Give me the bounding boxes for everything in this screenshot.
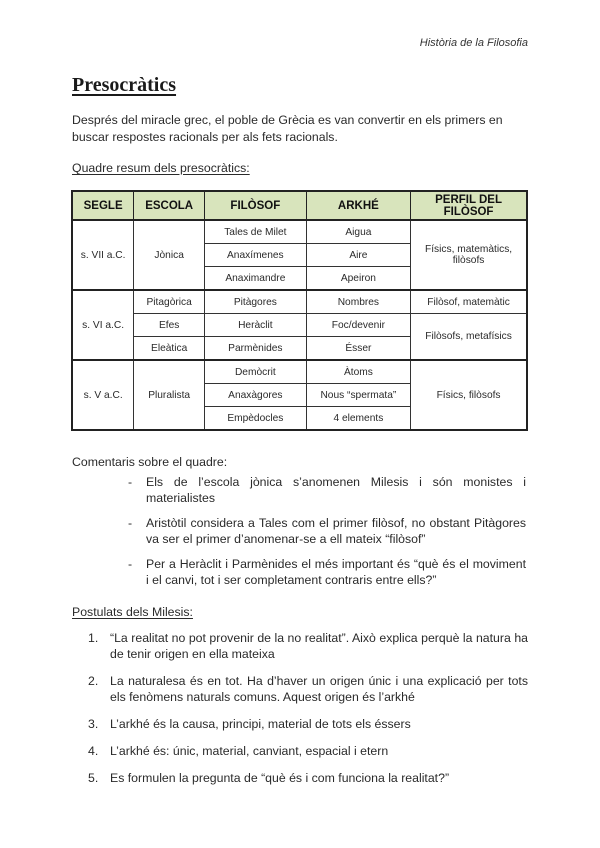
cell-arkhe: Apeiron [306, 267, 410, 291]
postulats-heading: Postulats dels Milesis: [72, 605, 193, 619]
postulat-text: “La realitat no pot provenir de la no realitat”. Això explica perquè la natura ha de tenir origen en ella mateixa [110, 631, 528, 661]
cell-perfil: Filòsofs, metafísics [411, 314, 527, 361]
cell-escola: Pitagòrica [134, 290, 205, 314]
bullet-dash: - [128, 475, 133, 489]
header-escola: ESCOLA [134, 191, 205, 220]
list-item [128, 556, 526, 588]
cell-filosof: Pitàgores [205, 290, 307, 314]
list-item [88, 743, 528, 759]
table-heading: Quadre resum dels presocràtics: [72, 161, 250, 175]
cell-perfil: Físics, filòsofs [411, 360, 527, 430]
header-segle: SEGLE [72, 191, 134, 220]
header-perfil: PERFIL DEL FILÒSOF [411, 191, 527, 220]
cell-filosof: Empèdocles [205, 407, 307, 431]
list-item [128, 515, 526, 547]
postulats-list [88, 630, 528, 797]
cell-escola: Jònica [134, 220, 205, 290]
cell-segle: s. V a.C. [72, 360, 134, 430]
comment-text: Aristòtil considera a Tales com el primer filòsof, no obstant Pitàgores va ser el primer d’anomenar-se a ell mateix “filòsof” [146, 516, 526, 546]
item-number: 5. [88, 771, 99, 785]
cell-filosof: Tales de Milet [205, 220, 307, 244]
table-row [72, 314, 527, 337]
cell-filosof: Anaximandre [205, 267, 307, 291]
cell-filosof: Demòcrit [205, 360, 307, 384]
cell-filosof: Parmènides [205, 337, 307, 361]
cell-escola: Pluralista [134, 360, 205, 430]
table-row [72, 220, 527, 244]
cell-filosof: Anaxímenes [205, 244, 307, 267]
bullet-dash: - [128, 557, 133, 571]
postulat-text: L’arkhé és la causa, principi, material de tots els éssers [110, 717, 411, 731]
list-item [88, 673, 528, 705]
presocratics-table [71, 190, 528, 431]
page-title: Presocràtics [72, 74, 177, 96]
table-row [72, 290, 527, 314]
comment-text: Els de l’escola jònica s’anomenen Milesis i són monistes i materialistes [146, 475, 526, 505]
postulat-text: La naturalesa és en tot. Ha d’haver un origen únic i una explicació per tots els fenòmens naturals comuns. Aquest origen és l’arkhé [110, 674, 528, 704]
bullet-dash: - [128, 516, 133, 530]
cell-filosof: Heràclit [205, 314, 307, 337]
item-number: 1. [88, 631, 99, 645]
list-item [88, 630, 528, 662]
table-row [72, 360, 527, 384]
header-arkhe: ARKHÉ [306, 191, 410, 220]
cell-escola: Efes [134, 314, 205, 337]
cell-arkhe: Aire [306, 244, 410, 267]
cell-arkhe: Foc/devenir [306, 314, 410, 337]
cell-arkhe: Aigua [306, 220, 410, 244]
cell-arkhe: Àtoms [306, 360, 410, 384]
postulat-text: L’arkhé és: únic, material, canviant, espacial i etern [110, 744, 389, 758]
cell-perfil: Físics, matemàtics, filòsofs [411, 220, 527, 290]
item-number: 2. [88, 674, 99, 688]
table-header-row [72, 191, 527, 220]
header-filosof: FILÒSOF [205, 191, 307, 220]
comments-list [128, 474, 526, 597]
cell-segle: s. VI a.C. [72, 290, 134, 360]
postulat-text: Es formulen la pregunta de “què és i com funciona la realitat?” [110, 771, 450, 785]
cell-escola: Eleàtica [134, 337, 205, 361]
running-header: Història de la Filosofia [419, 37, 528, 49]
item-number: 4. [88, 744, 99, 758]
cell-arkhe: Ésser [306, 337, 410, 361]
item-number: 3. [88, 717, 99, 731]
list-item [128, 474, 526, 506]
list-item [88, 770, 528, 786]
cell-perfil: Filòsof, matemàtic [411, 290, 527, 314]
list-item [88, 716, 528, 732]
cell-arkhe: Nombres [306, 290, 410, 314]
comments-heading: Comentaris sobre el quadre: [72, 455, 228, 469]
cell-arkhe: 4 elements [306, 407, 410, 431]
cell-arkhe: Nous “spermata” [306, 384, 410, 407]
cell-segle: s. VII a.C. [72, 220, 134, 290]
cell-filosof: Anaxàgores [205, 384, 307, 407]
intro-paragraph: Després del miracle grec, el poble de Grècia es van convertir en els primers en buscar respostes racionals per als fets racionals. [72, 113, 503, 144]
comment-text: Per a Heràclit i Parmènides el més important és “què és el moviment i el canvi, tot i ser completament contraris entre ells?” [146, 557, 526, 587]
